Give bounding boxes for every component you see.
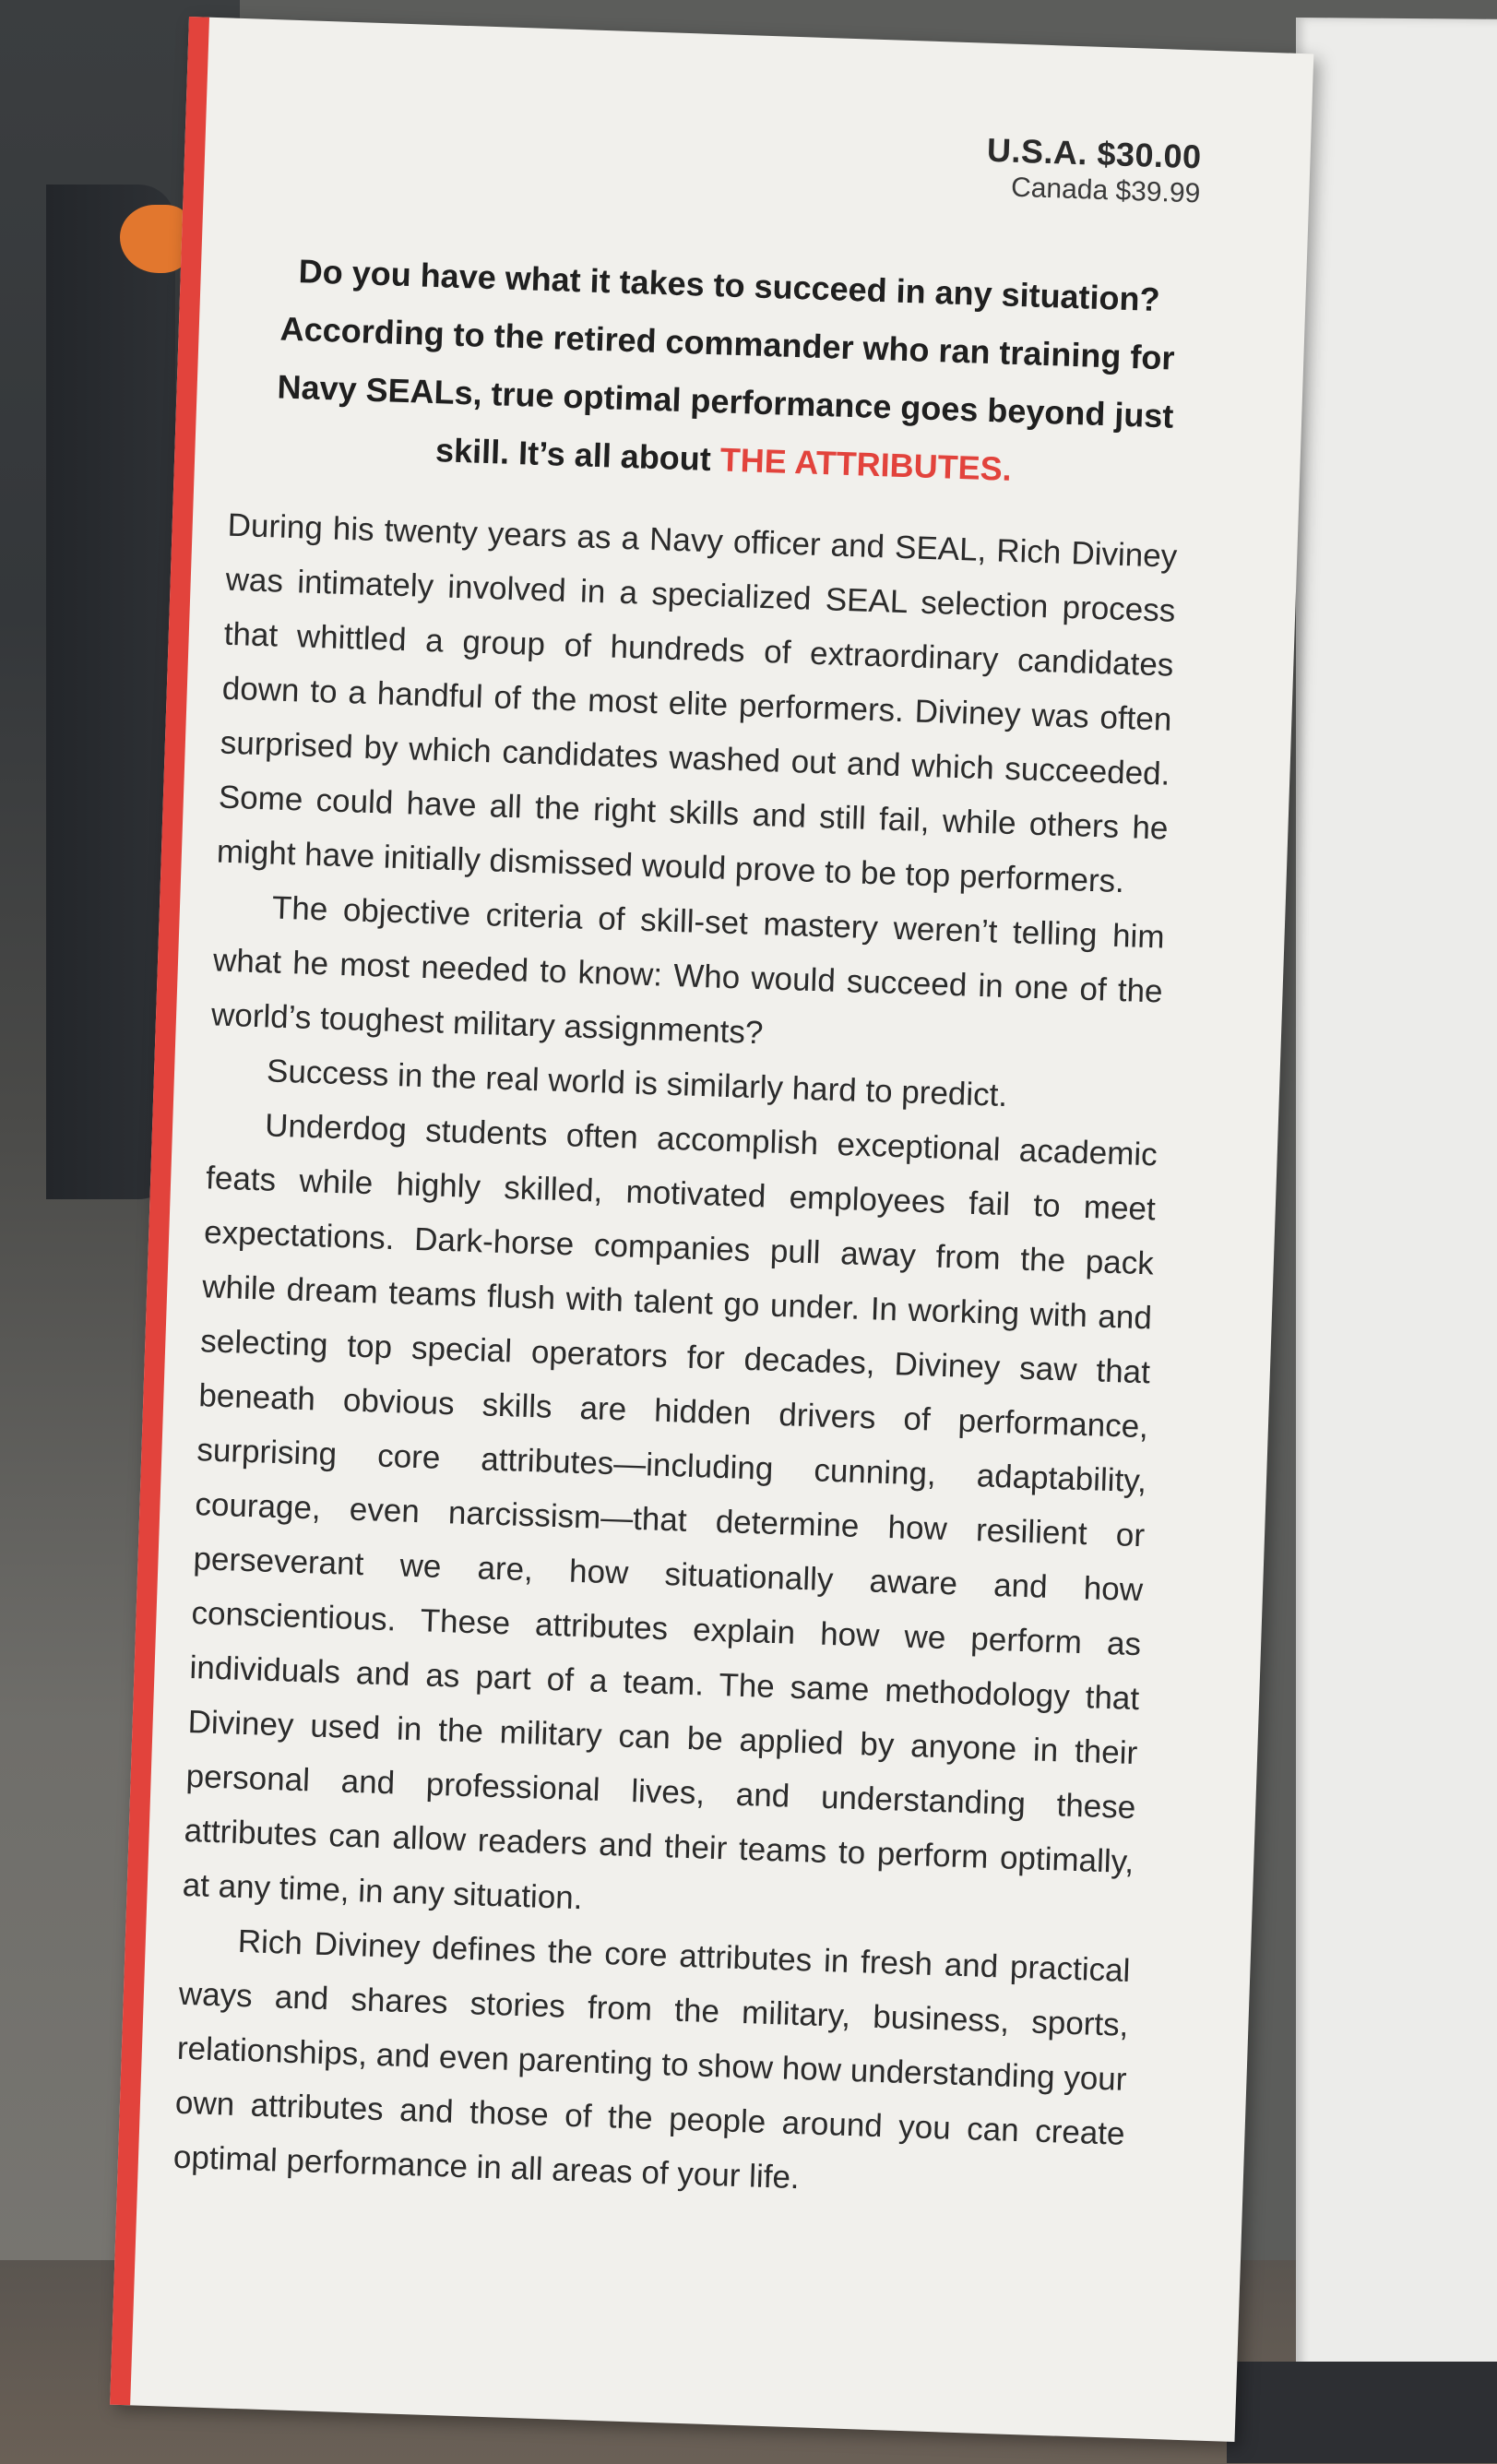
intro-text: Do you have what it takes to succeed in any situation? According to the retired commander who ran training for Navy SEALs, true optimal performance goes beyond just skill. It’s all about (276, 252, 1176, 479)
book-jacket-flap (110, 17, 1313, 2442)
paragraph-1: During his twenty years as a Navy officer and SEAL, Rich Diviney was intimately involved in a specialized SEAL selection process that whittled a group of hundreds of extraordinary candidates down to a handful of the most elite performers. Diviney was often surprised by which candidates washed out and which succeeded. Some could have all the right skills and still fail, while others he might have initially dismissed would prove to be top performers. (216, 506, 1178, 900)
book-page-behind (1296, 18, 1497, 2409)
paragraph-4: Underdog students often accomplish exceptional academic feats while highly skilled, motivated employees fail to meet expectations. Dark-horse companies pull away from the pack while dream teams flush with talent go under. In working with and selecting top special operators for decades, Diviney saw that beneath obvious skills are hidden drivers of performance, surprising core attributes—including cunning, adaptability, courage, even narcissism—that determine how resilient or perseverant we are, how situationally aware and how conscientious. These attributes explain how we perform as individuals and as part of a team. The same methodology that Diviney used in the military can be applied by anyone in their personal and professional lives, and understanding these attributes can allow readers and their teams to perform optimally, at any time, in any situation. (182, 1107, 1158, 1917)
price-block (985, 131, 1202, 210)
paragraph-2: The objective criteria of skill-set mastery weren’t telling him what he most needed to know: Who would succeed in one of the world’s toughest military assignments? (210, 889, 1166, 1052)
description-body (172, 498, 1178, 2216)
paragraph-5: Rich Diviney defines the core attributes in fresh and practical ways and shares stories from the military, business, sports, relationships, and even parenting to show how understanding your own attributes and those of the people around you can create optimal performance in all areas of your life. (172, 1922, 1131, 2196)
intro-highlight: THE ATTRIBUTES. (719, 440, 1013, 488)
paragraph-3: Success in the real world is similarly hard to predict. (266, 1053, 1008, 1114)
price-canada: Canada $39.99 (1010, 172, 1201, 209)
intro-blurb (239, 240, 1215, 505)
price-usa: U.S.A. $30.00 (986, 130, 1203, 176)
book-cover-edge (1227, 2362, 1497, 2463)
